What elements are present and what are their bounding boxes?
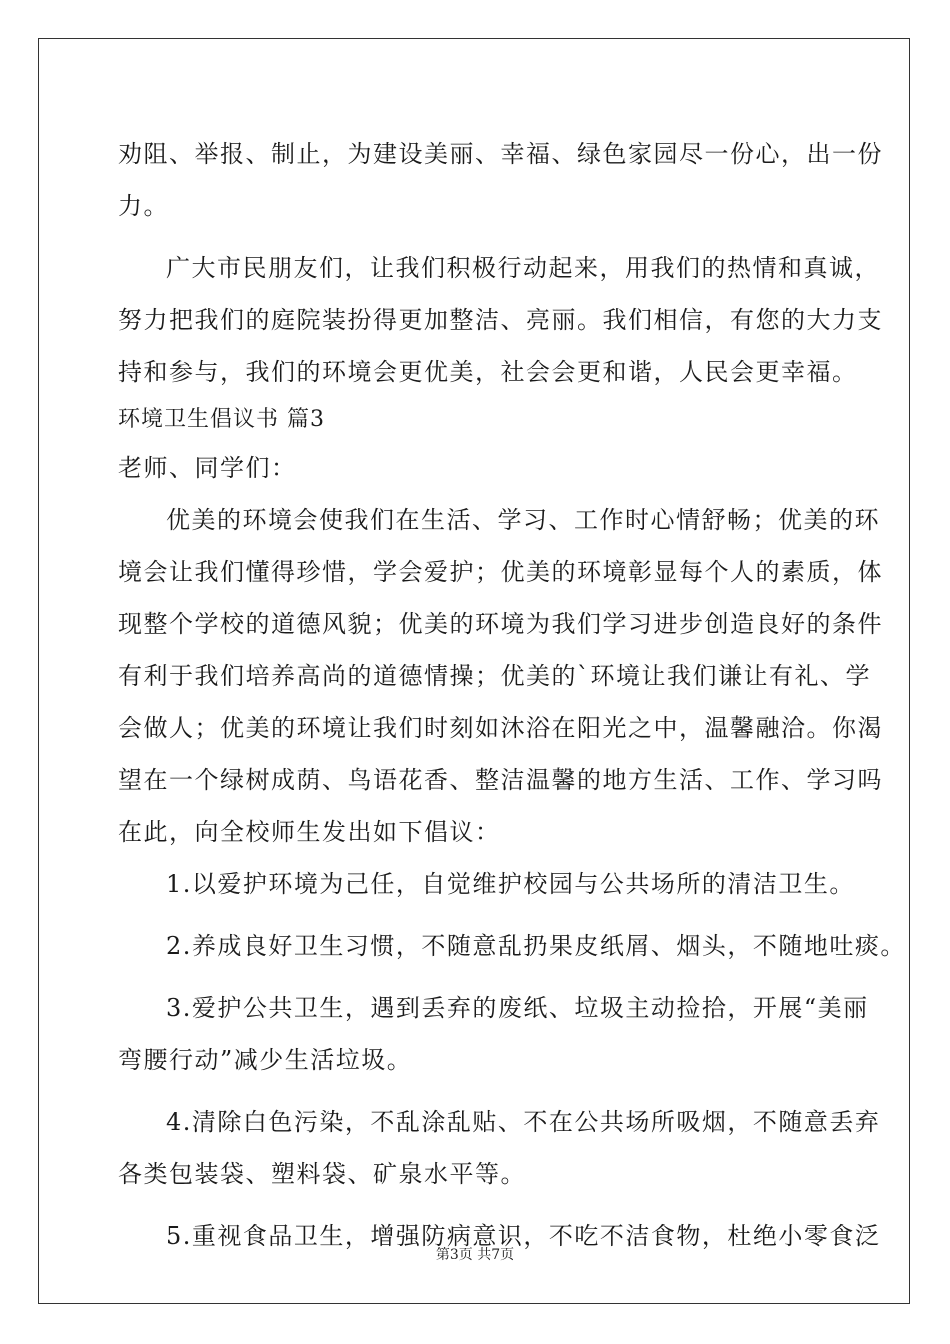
list-item: 3.爱护公共卫生，遇到丢弃的废纸、垃圾主动捡拾，开展“美丽 xyxy=(166,994,869,1022)
salutation: 老师、同学们： xyxy=(118,454,297,482)
paragraph-line: 现整个学校的道德风貌；优美的环境为我们学习进步创造良好的条件 xyxy=(118,610,883,638)
paragraph-line: 努力把我们的庭院装扮得更加整洁、亮丽。我们相信，有您的大力支 xyxy=(118,306,883,334)
paragraph-line: 力。 xyxy=(118,192,169,220)
list-item: 5.重视食品卫生，增强防病意识，不吃不洁食物，杜绝小零食泛 xyxy=(166,1222,881,1250)
paragraph-line: 在此，向全校师生发出如下倡议： xyxy=(118,818,501,846)
paragraph-line: 望在一个绿树成荫、鸟语花香、整洁温馨的地方生活、工作、学习吗 xyxy=(118,766,883,794)
list-item: 2.养成良好卫生习惯，不随意乱扔果皮纸屑、烟头，不随地吐痰。 xyxy=(166,932,906,960)
section-title: 环境卫生倡议书 篇3 xyxy=(118,407,325,432)
document-body xyxy=(118,128,906,1262)
paragraph-line: 广大市民朋友们，让我们积极行动起来，用我们的热情和真诚， xyxy=(166,254,880,282)
list-item: 4.清除白色污染，不乱涂乱贴、不在公共场所吸烟，不随意丢弃 xyxy=(166,1108,881,1136)
paragraph-line: 境会让我们懂得珍惜，学会爱护；优美的环境彰显每个人的素质，体 xyxy=(118,558,883,586)
paragraph-line: 会做人；优美的环境让我们时刻如沐浴在阳光之中，温馨融洽。你渴 xyxy=(118,714,883,742)
paragraph-line: 优美的环境会使我们在生活、学习、工作时心情舒畅；优美的环 xyxy=(166,506,880,534)
paragraph-line: 持和参与，我们的环境会更优美，社会会更和谐，人民会更幸福。 xyxy=(118,358,858,386)
list-item-continuation: 各类包装袋、塑料袋、矿泉水平等。 xyxy=(118,1160,526,1188)
page-footer: 第3页 共7页 xyxy=(435,1247,515,1263)
paragraph-line: 有利于我们培养高尚的道德情操；优美的`环境让我们谦让有礼、学 xyxy=(118,662,871,690)
list-item-continuation: 弯腰行动”减少生活垃圾。 xyxy=(118,1046,413,1074)
paragraph-line: 劝阻、举报、制止，为建设美丽、幸福、绿色家园尽一份心，出一份 xyxy=(118,140,883,168)
list-item: 1.以爱护环境为己任，自觉维护校园与公共场所的清洁卫生。 xyxy=(166,870,855,898)
